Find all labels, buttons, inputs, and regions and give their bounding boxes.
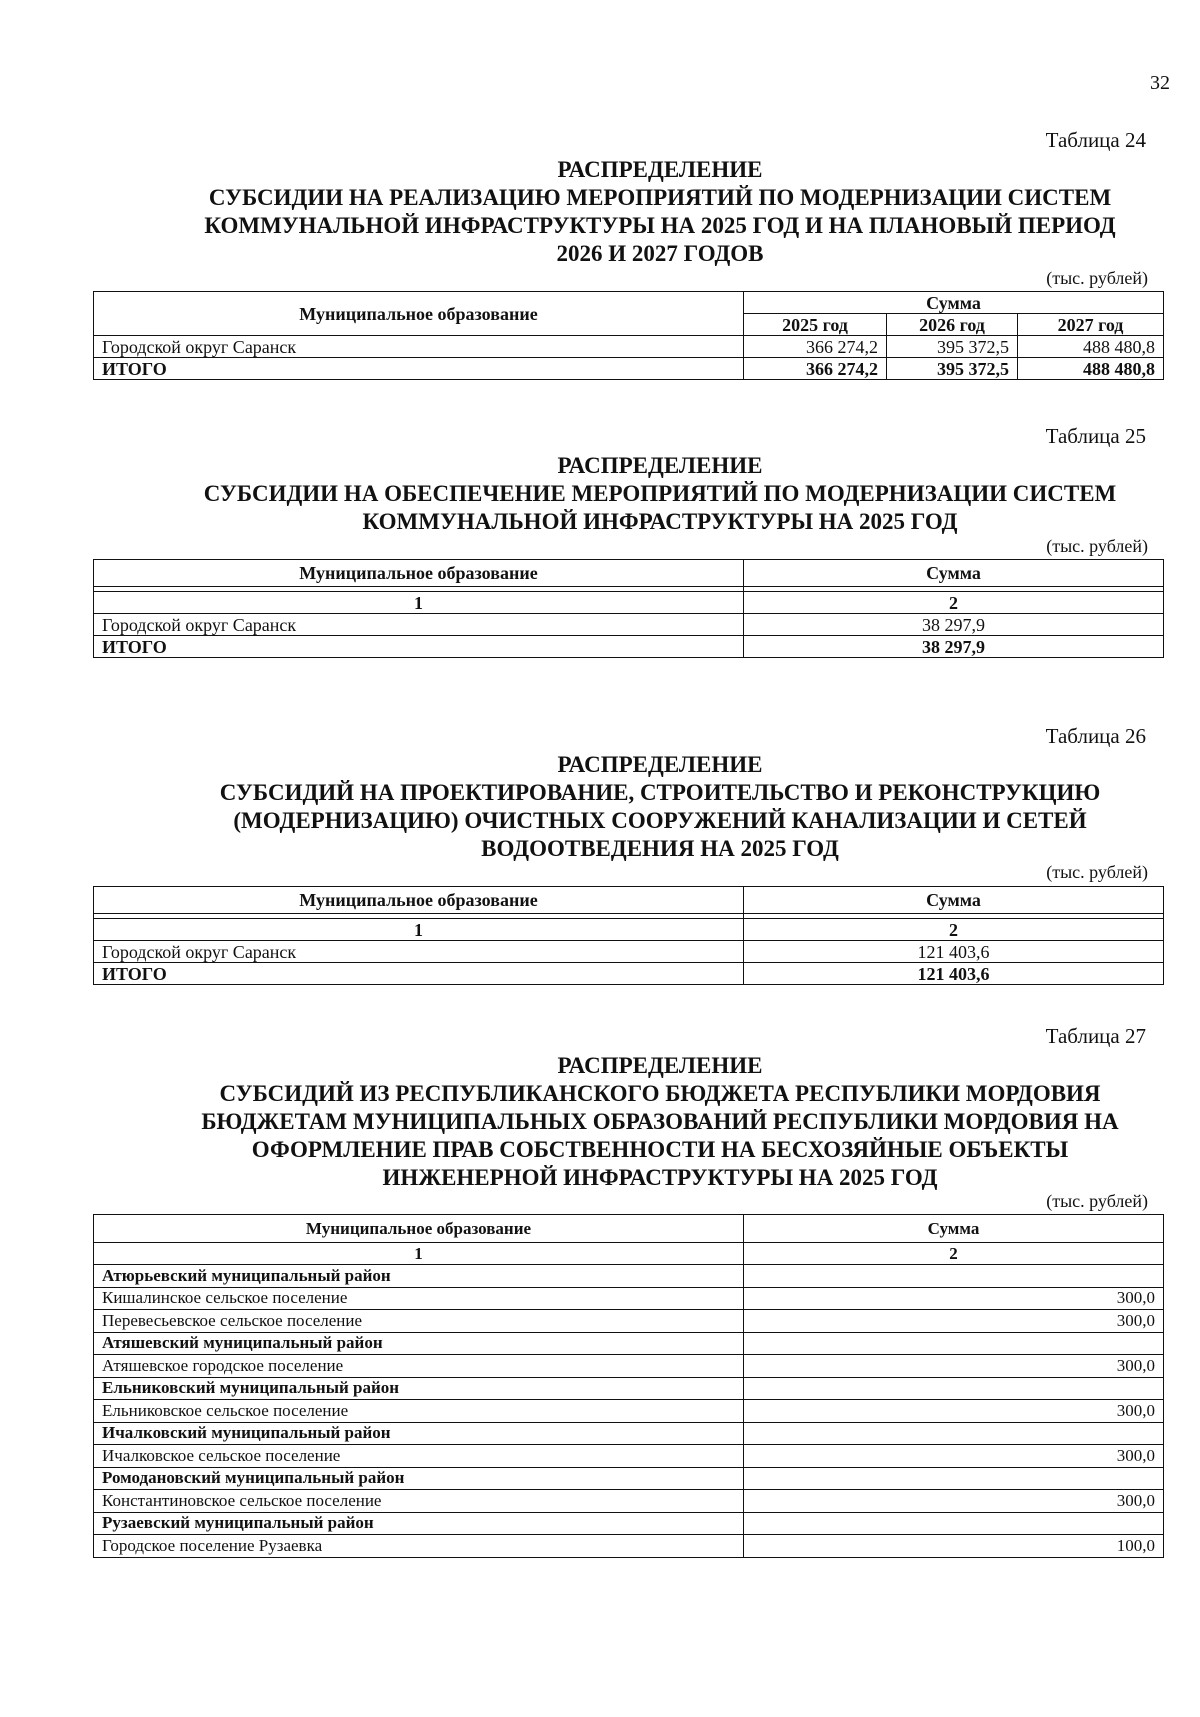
header-year: 2027 год [1018,314,1164,336]
district-name: Атяшевский муниципальный район [94,1332,744,1355]
district-name: Ромодановский муниципальный район [94,1467,744,1490]
header-municipality: Муниципальное образование [94,292,744,336]
title-line: РАСПРЕДЕЛЕНИЕ [557,157,763,182]
table-24 [93,291,1164,380]
district-name: Ельниковский муниципальный район [94,1377,744,1400]
table-row [94,1445,1164,1468]
title-line: (МОДЕРНИЗАЦИЮ) ОЧИСТНЫХ СООРУЖЕНИЙ КАНАЛИЗАЦИИ И СЕТЕЙ [233,808,1087,833]
column-number: 2 [744,1243,1164,1265]
title-line: СУБСИДИИ НА РЕАЛИЗАЦИЮ МЕРОПРИЯТИЙ ПО МОДЕРНИЗАЦИИ СИСТЕМ [208,185,1112,210]
district-row [94,1422,1164,1445]
total-value: 366 274,2 [744,358,887,380]
row-value: 300,0 [744,1355,1164,1378]
row-value [744,1332,1164,1355]
row-value [744,1512,1164,1535]
table-24-label: Таблица 24 [1045,128,1146,152]
total-value: 38 297,9 [744,636,1164,658]
title-line: ОФОРМЛЕНИЕ ПРАВ СОБСТВЕННОСТИ НА БЕСХОЗЯЙНЫЕ ОБЪЕКТЫ [251,1137,1069,1162]
table-26 [93,886,1164,985]
unit-note: (тыс. рублей) [1046,862,1148,882]
total-label: ИТОГО [94,963,744,985]
table-25 [93,559,1164,658]
settlement-name: Городское поселение Рузаевка [94,1535,744,1558]
column-number: 2 [744,919,1164,941]
total-label: ИТОГО [94,636,744,658]
settlement-name: Атяшевское городское поселение [94,1355,744,1378]
row-value: 300,0 [744,1287,1164,1310]
header-sum: Сумма [744,292,1164,314]
total-value: 395 372,5 [887,358,1018,380]
table-27 [93,1214,1164,1558]
row-name: Городской округ Саранск [94,614,744,636]
row-value: 300,0 [744,1310,1164,1333]
district-name: Атюрьевский муниципальный район [94,1265,744,1288]
title-line: КОММУНАЛЬНОЙ ИНФРАСТРУКТУРЫ НА 2025 ГОД [362,509,958,534]
table-row [94,1310,1164,1333]
column-number: 1 [94,592,744,614]
table-row [94,1355,1164,1378]
total-row [94,963,1164,985]
row-value [744,1377,1164,1400]
row-value: 38 297,9 [744,614,1164,636]
unit-note: (тыс. рублей) [1046,536,1148,556]
total-value: 488 480,8 [1018,358,1164,380]
unit-note: (тыс. рублей) [1046,1191,1148,1211]
row-value: 121 403,6 [744,941,1164,963]
table-25-title [110,452,1200,536]
header-municipality: Муниципальное образование [94,560,744,587]
settlement-name: Перевесьевское сельское поселение [94,1310,744,1333]
district-name: Рузаевский муниципальный район [94,1512,744,1535]
district-name: Ичалковский муниципальный район [94,1422,744,1445]
column-number: 1 [94,1243,744,1265]
title-line: СУБСИДИЙ ИЗ РЕСПУБЛИКАНСКОГО БЮДЖЕТА РЕСПУБЛИКИ МОРДОВИЯ [219,1081,1101,1106]
row-name: Городской округ Саранск [94,941,744,963]
row-value [744,1422,1164,1445]
table-row [94,336,1164,358]
table-row [94,1535,1164,1558]
total-row [94,358,1164,380]
page-number: 32 [1150,72,1170,94]
row-value [744,1265,1164,1288]
column-number: 2 [744,592,1164,614]
table-24-title [110,156,1200,268]
column-number: 1 [94,919,744,941]
settlement-name: Ельниковское сельское поселение [94,1400,744,1423]
district-row [94,1265,1164,1288]
title-line: 2026 И 2027 ГОДОВ [556,241,764,266]
table-26-title [110,751,1200,863]
table-row [94,1287,1164,1310]
header-municipality: Муниципальное образование [94,1215,744,1243]
header-year: 2026 год [887,314,1018,336]
district-row [94,1332,1164,1355]
row-value: 300,0 [744,1400,1164,1423]
unit-note: (тыс. рублей) [1046,268,1148,288]
total-label: ИТОГО [94,358,744,380]
title-line: СУБСИДИИ НА ОБЕСПЕЧЕНИЕ МЕРОПРИЯТИЙ ПО МОДЕРНИЗАЦИИ СИСТЕМ [203,481,1117,506]
table-row [94,1400,1164,1423]
title-line: СУБСИДИЙ НА ПРОЕКТИРОВАНИЕ, СТРОИТЕЛЬСТВО И РЕКОНСТРУКЦИЮ [219,780,1101,805]
title-line: РАСПРЕДЕЛЕНИЕ [557,1053,763,1078]
table-26-label: Таблица 26 [1045,724,1146,748]
row-value: 300,0 [744,1490,1164,1513]
table-25-label: Таблица 25 [1045,424,1146,448]
row-value [744,1467,1164,1490]
title-line: КОММУНАЛЬНОЙ ИНФРАСТРУКТУРЫ НА 2025 ГОД И НА ПЛАНОВЫЙ ПЕРИОД [204,213,1116,238]
row-value: 395 372,5 [887,336,1018,358]
table-row [94,1490,1164,1513]
district-row [94,1377,1164,1400]
title-line: РАСПРЕДЕЛЕНИЕ [557,453,763,478]
title-line: ВОДООТВЕДЕНИЯ НА 2025 ГОД [481,836,839,861]
settlement-name: Константиновское сельское поселение [94,1490,744,1513]
row-value: 366 274,2 [744,336,887,358]
total-value: 121 403,6 [744,963,1164,985]
table-27-title [110,1052,1200,1192]
table-27-label: Таблица 27 [1045,1024,1146,1048]
district-row [94,1467,1164,1490]
district-row [94,1512,1164,1535]
header-sum: Сумма [744,1215,1164,1243]
total-row [94,636,1164,658]
settlement-name: Кишалинское сельское поселение [94,1287,744,1310]
title-line: ИНЖЕНЕРНОЙ ИНФРАСТРУКТУРЫ НА 2025 ГОД [382,1165,938,1190]
table-row [94,941,1164,963]
header-sum: Сумма [744,887,1164,914]
header-sum: Сумма [744,560,1164,587]
row-name: Городской округ Саранск [94,336,744,358]
row-value: 100,0 [744,1535,1164,1558]
title-line: РАСПРЕДЕЛЕНИЕ [557,752,763,777]
table-row [94,614,1164,636]
row-value: 300,0 [744,1445,1164,1468]
row-value: 488 480,8 [1018,336,1164,358]
title-line: БЮДЖЕТАМ МУНИЦИПАЛЬНЫХ ОБРАЗОВАНИЙ РЕСПУБЛИКИ МОРДОВИЯ НА [201,1109,1119,1134]
header-year: 2025 год [744,314,887,336]
settlement-name: Ичалковское сельское поселение [94,1445,744,1468]
header-municipality: Муниципальное образование [94,887,744,914]
